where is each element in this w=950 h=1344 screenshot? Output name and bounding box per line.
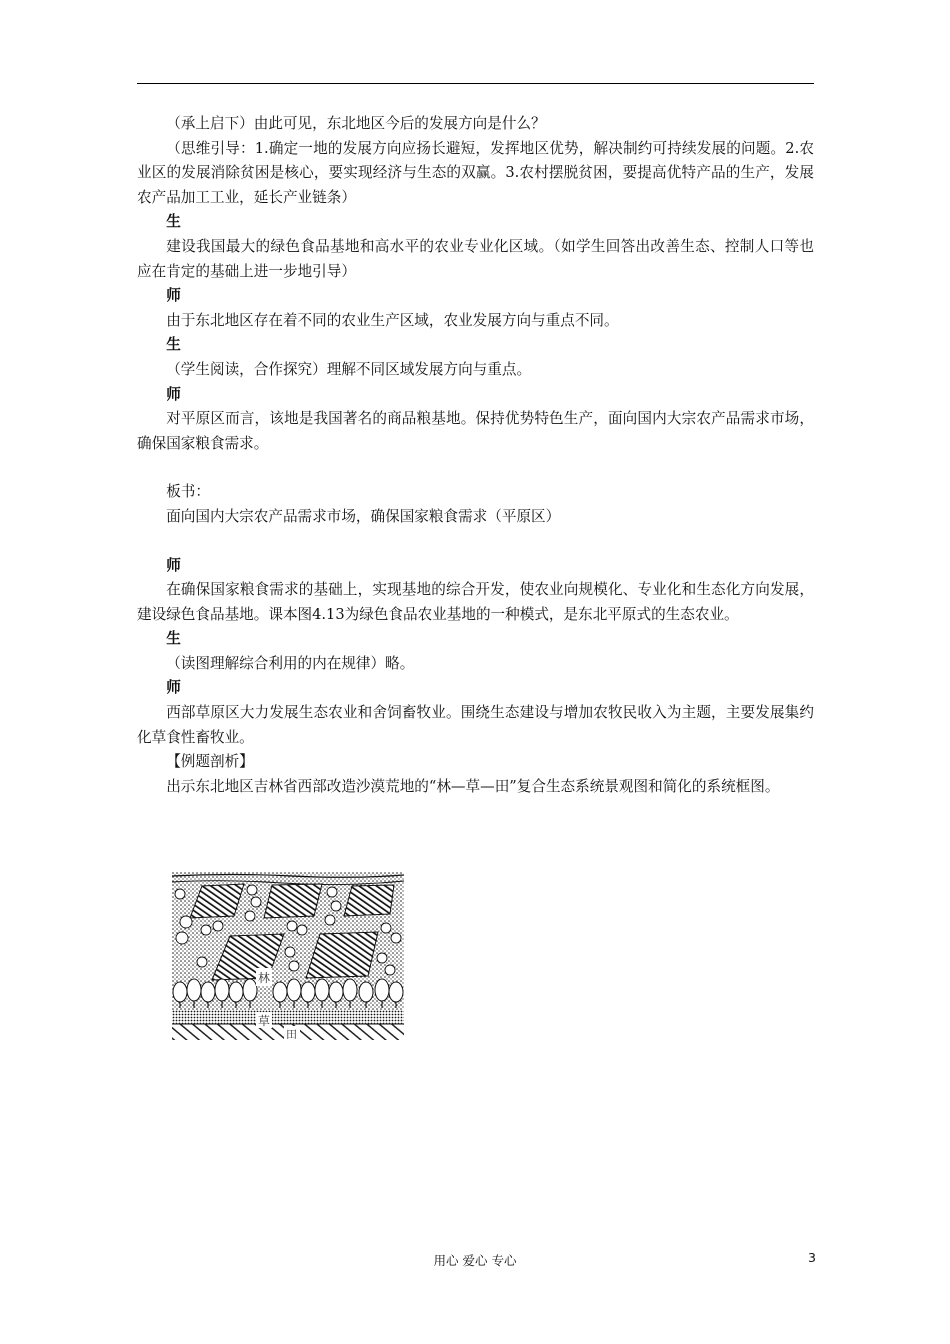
paragraph: 在确保国家粮食需求的基础上，实现基地的综合开发，使农业向规模化、专业化和生态化方向发展，建设绿色食品基地。课本图4.13为绿色食品农业基地的一种模式，是东北平原式的生态农业。	[137, 581, 814, 623]
label-cao: 草	[258, 1014, 271, 1028]
field-plot	[264, 884, 322, 918]
footer-text: 用心 爱心 专心	[433, 1253, 517, 1268]
label-tian: 田	[286, 1028, 297, 1040]
field-plot	[344, 885, 394, 916]
speaker-label: 师	[166, 385, 181, 403]
paragraph: 西部草原区大力发展生态农业和舍饲畜牧业。围绕生态建设与增加农牧民收入为主题，主要发展集约化草食性畜牧业。	[137, 704, 814, 746]
paragraph: 建设我国最大的绿色食品基地和高水平的农业专业化区域。（如学生回答出改善生态、控制人口等也应在肯定的基础上进一步地引导）	[137, 237, 814, 280]
paragraph: （读图理解综合利用的内在规律）略。	[166, 654, 415, 672]
paragraph: （承上启下）由此可见，东北地区今后的发展方向是什么？	[166, 115, 546, 132]
speaker-label: 生	[166, 213, 181, 231]
paragraph: 面向国内大宗农产品需求市场，确保国家粮食需求（平原区）	[166, 507, 561, 525]
paragraph: （思维引导：1.确定一地的发展方向应扬长避短，发挥地区优势，解决制约可持续发展的问题。2.农业区的发展消除贫困是核心，要实现经济与生态的双赢。3.农村摆脱贫困，要提高优特产品的生产，发展农产品加工工业，延长产业链条）	[137, 139, 814, 206]
blank-line	[137, 456, 814, 480]
blank-line	[137, 530, 814, 554]
paragraph: 板书：	[166, 483, 210, 501]
speaker-label: 师	[166, 556, 181, 574]
speaker-label: 生	[166, 630, 181, 648]
speaker-label: 师	[166, 679, 181, 697]
paragraph: 对平原区而言，该地是我国著名的商品粮基地。保持优势特色生产，面向国内大宗农产品需求市场，确保国家粮食需求。	[137, 410, 814, 452]
page-number: 3	[808, 1250, 816, 1265]
paragraph: （学生阅读，合作探究）理解不同区域发展方向与重点。	[166, 360, 532, 378]
label-lin: 林	[258, 971, 271, 985]
paragraph: 【例题剖析】	[166, 753, 254, 771]
paragraph: 由于东北地区存在着不同的农业生产区域，农业发展方向与重点不同。	[166, 311, 619, 329]
speaker-label: 生	[166, 336, 181, 354]
header-rule	[137, 83, 814, 84]
landscape-figure	[172, 872, 404, 1040]
document-body	[137, 112, 814, 799]
paragraph: 出示东北地区吉林省西部改造沙漠荒地的“林—草—田”复合生态系统景观图和简化的系统框图。	[166, 777, 780, 795]
speaker-label: 师	[166, 287, 181, 305]
